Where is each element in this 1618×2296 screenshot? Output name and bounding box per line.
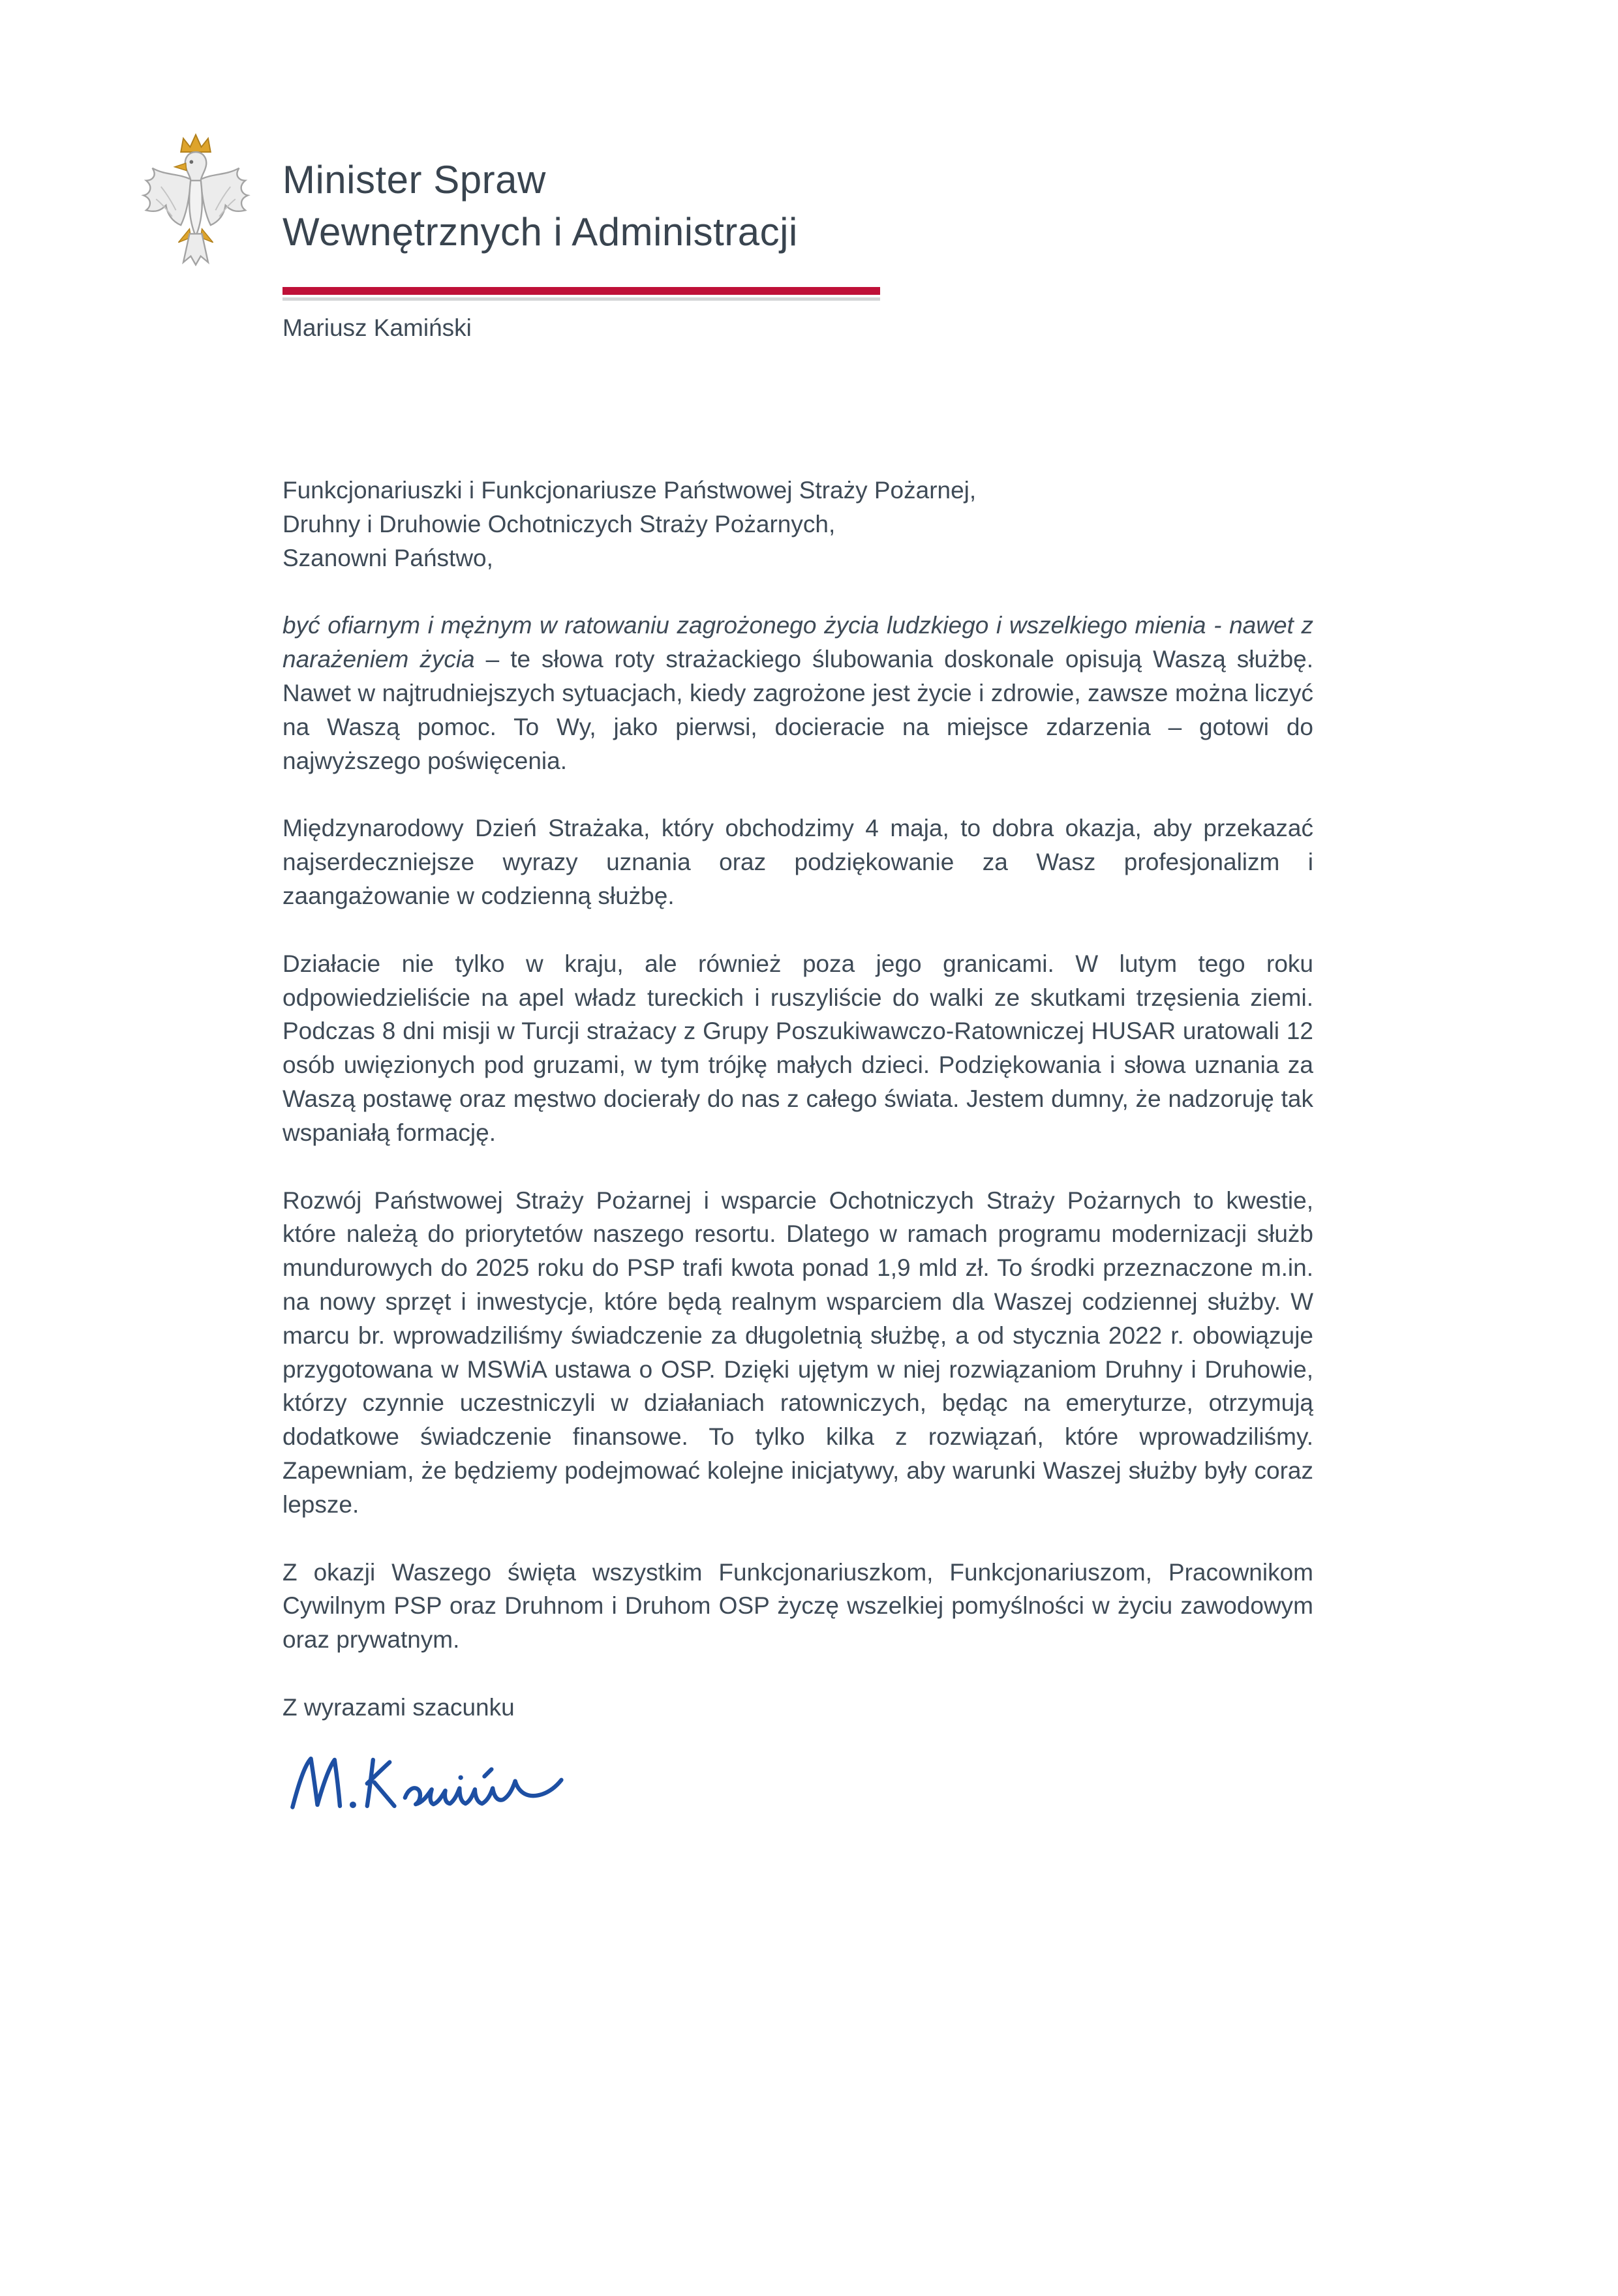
salutation-line-2: Druhny i Druhowie Ochotniczych Straży Pożarnych, bbox=[282, 510, 836, 537]
salutation-line-3: Szanowni Państwo, bbox=[282, 544, 493, 571]
letter-paragraph-1-text: – te słowa roty strażackiego ślubowania doskonale opisują Waszą służbę. Nawet w najtrudniejszych sytuacjach, kiedy zagrożone jest życie i zdrowie, zawsze można liczyć na Waszą pomoc. To Wy, jako pierwsi, docieracie na miejsce zdarzenia – gotowi do najwyższego poświęcenia. bbox=[282, 646, 1314, 774]
minister-name: Mariusz Kamiński bbox=[282, 314, 472, 341]
salutation-line-1: Funkcjonariuszki i Funkcjonariusze Państwowej Straży Pożarnej, bbox=[282, 477, 977, 504]
polish-eagle-emblem bbox=[134, 130, 258, 299]
letterhead-rule-gray-stripe bbox=[282, 297, 880, 301]
letterhead-rule bbox=[282, 287, 880, 301]
closing-phrase: Z wyrazami szacunku bbox=[282, 1693, 515, 1721]
salutation bbox=[282, 474, 1313, 575]
letter-paragraph-4: Rozwój Państwowej Straży Pożarnej i wsparcie Ochotniczych Straży Pożarnych to kwestie, które należą do priorytetów naszego resortu. Dlatego w ramach programu modernizacji służb mundurowych do 2025 roku do PSP trafi kwota ponad 1,9 mld zł. To środki przeznaczone m.in. na nowy sprzęt i inwestycje, które będą realnym wsparciem dla Waszej codziennej służby. W marcu br. wprowadziliśmy świadczenie za długoletnią służbę, a od stycznia 2022 r. obowiązuje przygotowana w MSWiA ustawa o OSP. Dzięki ujętym w niej rozwiązaniom Druhny i Druhowie, którzy czynnie uczestniczyli w działaniach ratowniczych, będąc na emeryturze, otrzymują dodatkowe świadczenie finansowe. To tylko kilka z rozwiązań, które wprowadziliśmy. Zapewniam, że będziemy podejmować kolejne inicjatywy, aby warunki Waszej służby były coraz lepsze. bbox=[282, 1186, 1313, 1518]
letter-body bbox=[282, 474, 1313, 1824]
ministry-title-line1: Minister Spraw bbox=[282, 158, 546, 202]
oath-quote-italic: być ofiarnym i mężnym w ratowaniu zagrożonego życia ludzkiego i wszelkiego mienia - nawet z narażeniem życia bbox=[282, 612, 1313, 673]
ministry-title-line2: Wewnętrznych i Administracji bbox=[282, 209, 798, 254]
letter-paragraph-5: Z okazji Waszego święta wszystkim Funkcjonariuszkom, Funkcjonariuszom, Pracownikom Cywilnym PSP oraz Druhnom i Druhom OSP życzę wszelkiej pomyślności w życiu zawodowym oraz prywatnym. bbox=[282, 1558, 1313, 1654]
letter-paragraph-2: Międzynarodowy Dzień Strażaka, który obchodzimy 4 maja, to dobra okazja, aby przekazać najserdeczniejsze wyrazy uznania oraz podziękowanie za Wasz profesjonalizm i zaangażowanie w codzienną służbę. bbox=[282, 815, 1313, 909]
letter-paragraph-1 bbox=[282, 609, 1313, 778]
signature bbox=[282, 1747, 615, 1824]
letterhead-rule-red-stripe bbox=[282, 287, 880, 295]
letter-paragraph-3: Działacie nie tylko w kraju, ale również poza jego granicami. W lutym tego roku odpowiedzieliście na apel władz tureckich i ruszyliście do walki ze skutkami trzęsienia ziemi. Podczas 8 dni misji w Turcji strażacy z Grupy Poszukiwawczo-Ratowniczej HUSAR uratowali 12 osób uwięzionych pod gruzami, w tym trójkę małych dzieci. Podziękowania i słowa uznania za Waszą postawę oraz męstwo docierały do nas z całego świata. Jestem dumny, że nadzoruję tak wspaniałą formację. bbox=[282, 950, 1313, 1146]
ministry-title bbox=[282, 154, 798, 258]
